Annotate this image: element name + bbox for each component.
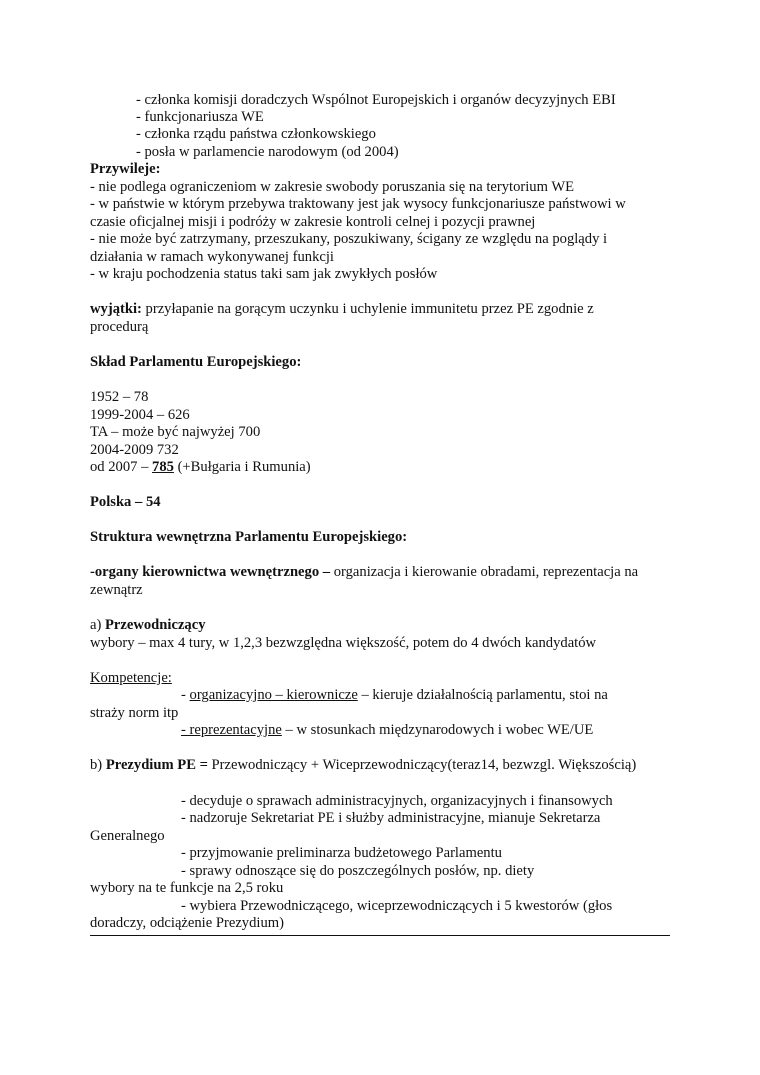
organs-line: [90, 564, 638, 582]
presidium-title: Prezydium PE =: [105, 757, 208, 773]
privilege-line: - w państwie w którym przebywa traktowany jest jak wysocy funkcjonariusze państwowi w: [90, 196, 626, 212]
competence-continuation: straży norm itp: [90, 705, 179, 721]
organs-label: -organy kierownictwa wewnętrznego –: [90, 564, 331, 580]
horizontal-rule: [90, 935, 670, 936]
presidium-task: - nadzoruje Sekretariat PE i służby administracyjne, mianuje Sekretarza: [181, 810, 601, 826]
presidium-task: - wybiera Przewodniczącego, wiceprzewodniczących i 5 kwestorów (głos: [181, 898, 613, 914]
presidium-text: Przewodniczący + Wiceprzewodniczący(teraz14, bezwzgl. Większością): [207, 757, 637, 773]
organs-continuation: zewnątrz: [90, 582, 143, 598]
competence-text: – kieruje działalnością parlamentu, stoi na: [357, 687, 608, 703]
presidium-task: - przyjmowanie preliminarza budżetowego Parlamentu: [181, 845, 502, 861]
composition-line: TA – może być najwyżej 700: [90, 424, 261, 440]
presidium-continuation: wybory na te funkcje na 2,5 roku: [90, 880, 284, 896]
organs-text: organizacja i kierowanie obradami, reprezentacja na: [330, 564, 639, 580]
composition-value: 785: [152, 459, 174, 475]
privilege-line: - nie podlega ograniczeniom w zakresie swobody poruszania się na terytorium WE: [90, 179, 575, 195]
presidium-continuation: doradczy, odciążenie Prezydium): [90, 915, 284, 931]
competences-label: Kompetencje:: [90, 670, 172, 686]
competence-label: organizacyjno – kierownicze: [189, 687, 358, 703]
presidium-prefix: b): [90, 757, 106, 773]
presidium-task: - decyduje o sprawach administracyjnych, organizacyjnych i finansowych: [181, 793, 613, 809]
privilege-line: czasie oficjalnej misji i podróży w zakresie kontroli celnej i pozycji prawnej: [90, 214, 536, 230]
composition-line: 1952 – 78: [90, 389, 149, 405]
composition-prefix: od 2007 –: [90, 459, 153, 475]
competence-line: [181, 687, 608, 705]
exceptions-line: [90, 301, 594, 319]
president-elections: wybory – max 4 tury, w 1,2,3 bezwzględna większość, potem do 4 dwóch kandydatów: [90, 635, 597, 651]
presidium-task: - sprawy odnoszące się do poszczególnych posłów, np. diety: [181, 863, 535, 879]
presidium-heading: [90, 757, 636, 775]
privileges-heading: Przywileje:: [90, 161, 161, 177]
privilege-line: - w kraju pochodzenia status taki sam jak zwykłych posłów: [90, 266, 438, 282]
composition-suffix: (+Bułgaria i Rumunia): [173, 459, 311, 475]
privilege-line: - nie może być zatrzymany, przeszukany, poszukiwany, ścigany ze względu na poglądy i: [90, 231, 608, 247]
competence-label: - reprezentacyjne: [181, 722, 282, 738]
composition-heading: Skład Parlamentu Europejskiego:: [90, 354, 302, 370]
privilege-line: działania w ramach wykonywanej funkcji: [90, 249, 334, 265]
composition-line: 1999-2004 – 626: [90, 407, 190, 423]
list-item: - członka rządu państwa członkowskiego: [136, 126, 376, 142]
presidium-continuation: Generalnego: [90, 828, 165, 844]
president-heading: [90, 617, 206, 635]
list-item: - posła w parlamencie narodowym (od 2004): [136, 144, 399, 160]
competence-line: [181, 722, 593, 740]
structure-heading: Struktura wewnętrzna Parlamentu Europejskiego:: [90, 529, 408, 545]
composition-line: [90, 459, 311, 477]
president-title: Przewodniczący: [105, 617, 206, 633]
exceptions-text: przyłapanie na gorącym uczynku i uchylenie immunitetu przez PE zgodnie z: [141, 301, 594, 317]
competence-dash: -: [181, 687, 190, 703]
exceptions-label: wyjątki:: [90, 301, 142, 317]
exceptions-continuation: procedurą: [90, 319, 149, 335]
composition-line: 2004-2009 732: [90, 442, 179, 458]
list-item: - członka komisji doradczych Wspólnot Europejskich i organów decyzyjnych EBI: [136, 92, 616, 108]
list-item: - funkcjonariusza WE: [136, 109, 264, 125]
poland-seats: Polska – 54: [90, 494, 161, 510]
president-prefix: a): [90, 617, 105, 633]
competence-text: – w stosunkach międzynarodowych i wobec WE/UE: [281, 722, 594, 738]
